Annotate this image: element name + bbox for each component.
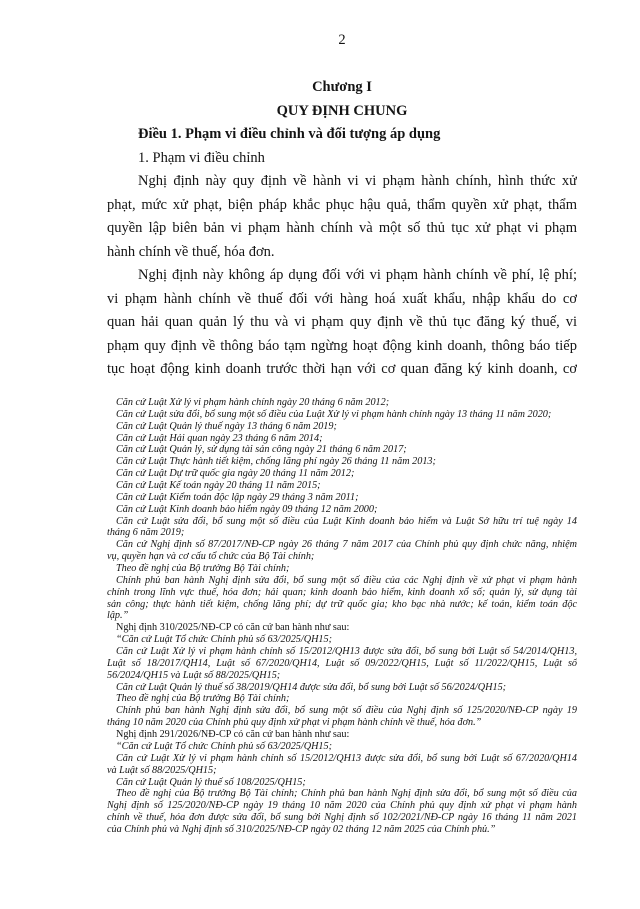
main-text xyxy=(107,76,577,382)
footnote-paragraph xyxy=(107,777,577,789)
footnote-line: Theo đề nghị của Bộ trưởng Bộ Tài chính; xyxy=(116,563,290,575)
body-line: tục hoạt động kinh doanh trước thời hạn với cơ quan đăng ký kinh doanh, cơ xyxy=(107,361,577,377)
footnote-paragraph xyxy=(107,492,577,504)
footnote-paragraph xyxy=(107,741,577,753)
footnote-line: Căn cứ Luật Quản lý thuế ngày 13 tháng 6 năm 2019; xyxy=(116,420,337,432)
footnote-line: sản công; thực hành tiết kiệm, chống lãng phí; dự trữ quốc gia; kho bạc nhà nước; kế toán, kiểm toán độc xyxy=(107,598,577,610)
footnote-line: và Luật số 88/2025/QH15; xyxy=(107,764,217,776)
footnote-line: vụ, quyền hạn và cơ cấu tổ chức của Bộ Tài chính; xyxy=(107,551,315,563)
footnote-paragraph xyxy=(107,646,577,682)
footnote-line: 56/2024/QH15 và Luật số 88/2025/QH15; xyxy=(107,669,281,681)
footnote-paragraph xyxy=(107,693,577,705)
body-paragraph xyxy=(107,170,577,264)
footnote-paragraph xyxy=(107,729,577,741)
footnote-line: chính về thuế, hóa đơn được sửa đổi, bổ sung bởi Nghị định số 102/2021/NĐ-CP ngày 16 tháng 11 năm 2021 xyxy=(107,812,577,824)
body-line: phạt, mức xử phạt, biện pháp khắc phục hậu quả, thẩm quyền xử phạt, thẩm xyxy=(107,196,577,213)
body-paragraph xyxy=(107,264,577,382)
footnote-line: tháng 10 năm 2020 của Chính phủ quy định xử phạt vi phạm hành chính về thuế, hóa đơn.” xyxy=(107,717,482,729)
footnote-line: Chính phủ ban hành Nghị định sửa đổi, bổ sung một số điều của Nghị định số 125/2020/NĐ-CP ngày 19 xyxy=(116,705,577,717)
footnote-paragraph xyxy=(107,456,577,468)
footnote-line: Căn cứ Luật Quản lý thuế số 38/2019/QH14 được sửa đổi, bổ sung bởi Luật số 56/2024/QH15; xyxy=(116,681,507,693)
footnote-line: Căn cứ Luật Thực hành tiết kiệm, chống lãng phí ngày 26 tháng 11 năm 2013; xyxy=(116,456,436,468)
footnote-line: Chính phủ ban hành Nghị định sửa đổi, bổ sung một số điều của các Nghị định về xử phạt vi phạm hành xyxy=(116,574,577,586)
footnote-line: Căn cứ Luật Quản lý thuế số 108/2025/QH15; xyxy=(116,776,306,788)
footnote-line: Căn cứ Luật Hải quan ngày 23 tháng 6 năm 2014; xyxy=(116,432,323,444)
clause-heading: 1. Phạm vi điều chỉnh xyxy=(138,149,265,166)
footnote-paragraph xyxy=(107,433,577,445)
footnote-paragraph xyxy=(107,705,577,729)
body-line: Nghị định này không áp dụng đối với vi phạm hành chính về phí, lệ phí; xyxy=(138,267,577,283)
footnote-line: Căn cứ Luật Kiểm toán độc lập ngày 29 tháng 3 năm 2011; xyxy=(116,491,359,503)
body-line: vi phạm hành chính về thuế đối với hàng hoá xuất khẩu, nhập khẩu do cơ xyxy=(107,290,577,307)
body-text xyxy=(107,170,577,382)
footnote-paragraph xyxy=(107,480,577,492)
footnote-line: Nghị định 310/2025/NĐ-CP có căn cứ ban hành như sau: xyxy=(116,622,350,634)
footnotes xyxy=(107,397,577,836)
footnote-paragraph xyxy=(107,788,577,835)
footnote-paragraph xyxy=(107,421,577,433)
footnote-paragraph xyxy=(107,539,577,563)
footnote-line: Căn cứ Luật Kế toán ngày 20 tháng 11 năm 2015; xyxy=(116,480,321,492)
footnote-line: Căn cứ Luật sửa đổi, bổ sung một số điều của Luật Xử lý vi phạm hành chính ngày 13 tháng 11 năm 2020; xyxy=(116,408,552,420)
footnote-line: Nghị định 291/2026/NĐ-CP có căn cứ ban hành như sau: xyxy=(116,729,350,741)
page-number: 2 xyxy=(338,32,346,48)
footnote-line: Căn cứ Luật Xử lý vi phạm hành chính số 15/2012/QH13 được sửa đổi, bổ sung bởi Luật số 54/2014/QH13, xyxy=(116,646,577,658)
footnote-line: Căn cứ Luật Xử lý vi phạm hành chính số 15/2012/QH13 được sửa đổi, bổ sung bởi Luật số 67/2020/QH14 xyxy=(116,752,577,764)
footnote-line: lập.” xyxy=(107,610,129,622)
footnote-paragraph xyxy=(107,682,577,694)
footnote-line: “Căn cứ Luật Tổ chức Chính phủ số 63/2025/QH15; xyxy=(116,634,333,646)
footnote-line: Luật số 18/2017/QH14, Luật số 67/2020/QH14, Luật số 09/2022/QH15, Luật số 11/2022/QH15, Luật số xyxy=(107,657,577,669)
footnote-paragraph xyxy=(107,575,577,622)
footnote-paragraph xyxy=(107,753,577,777)
footnote-line: Căn cứ Luật Dự trữ quốc gia ngày 20 tháng 11 năm 2012; xyxy=(116,468,355,480)
footnote-paragraph xyxy=(107,504,577,516)
footnote-paragraph xyxy=(107,516,577,540)
footnote-paragraph xyxy=(107,409,577,421)
body-line: Nghị định này quy định về hành vi vi phạm hành chính, hình thức xử xyxy=(138,173,577,189)
footnote-paragraph xyxy=(107,634,577,646)
footnote-paragraph xyxy=(107,444,577,456)
footnote-line: Căn cứ Nghị định số 87/2017/NĐ-CP ngày 26 tháng 7 năm 2017 của Chính phủ quy định chức năng, nhiệm xyxy=(116,539,577,551)
footnote-line: Căn cứ Luật Quản lý, sử dụng tài sản công ngày 21 tháng 6 năm 2017; xyxy=(116,444,407,456)
article-heading: Điều 1. Phạm vi điều chỉnh và đối tượng áp dụng xyxy=(138,126,441,142)
footnote-line: của Chính phủ và Nghị định số 310/2025/NĐ-CP ngày 02 tháng 12 năm 2025 của Chính phủ.” xyxy=(107,823,496,835)
footnote-paragraph xyxy=(107,563,577,575)
footnote-line: Căn cứ Luật Kinh doanh bảo hiểm ngày 09 tháng 12 năm 2000; xyxy=(116,503,378,515)
footnote-line: Theo đề nghị của Bộ trưởng Bộ Tài chính; Chính phủ ban hành Nghị định sửa đổi, bổ sung một số điều của xyxy=(116,788,577,800)
footnote-line: “Căn cứ Luật Tổ chức Chính phủ số 63/2025/QH15; xyxy=(116,740,333,752)
footnote-line: Căn cứ Luật Xử lý vi phạm hành chính ngày 20 tháng 6 năm 2012; xyxy=(116,397,390,408)
footnote-line: Theo đề nghị của Bộ trưởng Bộ Tài chính; xyxy=(116,693,290,705)
body-line: quan hải quan quản lý thu và vi phạm quy định về thủ tục đăng ký thuế, vi xyxy=(107,314,577,330)
footnote-line: tháng 6 năm 2019; xyxy=(107,527,185,539)
footnote-line: chính trong lĩnh vực thuế, hóa đơn; hải quan; kinh doanh bảo hiểm, kinh doanh xổ số; quản lý, sử dụng tài xyxy=(107,586,577,598)
footnote-line: Căn cứ Luật sửa đổi, bổ sung một số điều của Luật Kinh doanh bảo hiểm và Luật Sở hữu trí tuệ ngày 14 xyxy=(116,515,577,527)
chapter-label: Chương I xyxy=(312,79,372,95)
footnote-line: Nghị định số 125/2020/NĐ-CP ngày 19 tháng 10 năm 2020 của Chính phủ quy định xử phạt vi phạm hành xyxy=(107,800,577,812)
body-line: quyền lập biên bản vi phạm hành chính và một số thủ tục xử phạt vi phạm xyxy=(107,220,577,236)
footnote-paragraph xyxy=(107,397,577,409)
footnote-paragraph xyxy=(107,468,577,480)
body-line: hành chính về thuế, hóa đơn. xyxy=(107,243,275,260)
body-line: phạm quy định về thông báo tạm ngừng hoạt động kinh doanh, thông báo tiếp xyxy=(107,337,577,354)
footnote-paragraph xyxy=(107,622,577,634)
chapter-title: QUY ĐỊNH CHUNG xyxy=(276,102,408,119)
